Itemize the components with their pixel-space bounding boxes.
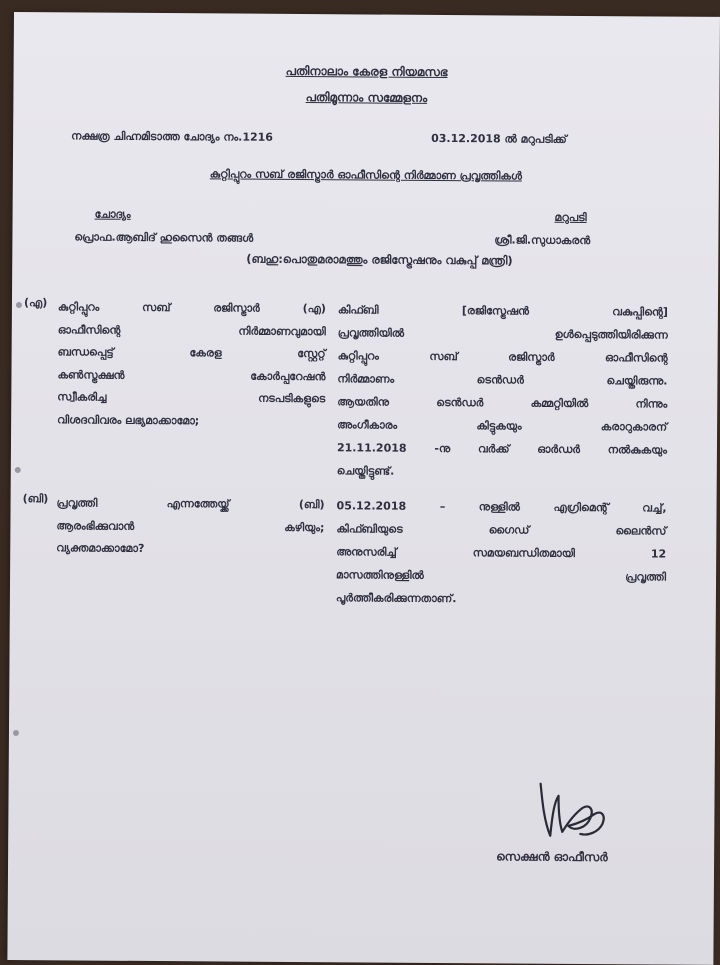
answer-heading: മറുപടി [554, 210, 587, 225]
question-line: ബന്ധപ്പെട്ട് കേരള സ്റ്റേറ്റ് [57, 345, 326, 361]
subject-heading: കുറ്റിപ്പുറം സബ് രജിസ്ട്രാർ ഓഫീസിന്റെ നിർമ്മാണ പ്രവൃത്തികൾ [209, 167, 522, 183]
item-label: (ബി) [22, 492, 49, 506]
item-b-answer [336, 494, 667, 611]
question-heading: ചോദ്യം [94, 207, 131, 221]
question-line: ആരംഭിക്കുവാൻ കഴിയും; [56, 518, 325, 534]
item-b-question [56, 492, 324, 561]
assembly-title: പതിനാലാം കേരള നിയമസഭ [285, 63, 448, 80]
answer-line: കിഫ്ബി [രജിസ്ട്രേഷൻ വകുപ്പിന്റെ] [337, 303, 668, 319]
answer-line: അംഗീകാരം കിട്ടുകയും കരാറുകാരന് [337, 418, 668, 434]
minister-name: ശ്രീ.ജി.സുധാകരൻ [494, 233, 591, 248]
question-number: നക്ഷത്ര ചിഹ്നമിടാത്ത ചോദ്യം നം.1216 [71, 129, 274, 144]
punch-hole [13, 730, 19, 736]
answer-line: കുറ്റിപ്പുറം സബ് രജിസ്ട്രാർ ഓഫീസിന്റെ [337, 349, 668, 365]
item-a-answer [337, 298, 668, 484]
item-label: (എ) [23, 296, 48, 310]
punch-hole [15, 467, 21, 473]
answer-line: കിഫ്ബിയുടെ ഗൈഡ് ലൈൻസ് [336, 522, 667, 538]
question-line: വ്യക്തമാക്കാമോ? [56, 541, 145, 555]
answer-line: 05.12.2018 – നുള്ളിൽ എഗ്രിമെന്റ് വച്ച്, [336, 499, 667, 515]
question-line: കൺസ്ട്രക്ഷൻ കോർപ്പറേഷൻ [57, 367, 326, 383]
answer-date: 03.12.2018 ൽ മറുപടിക്ക് [431, 131, 567, 146]
answer-line: 21.11.2018 -നു വർക്ക് ഓർഡർ നൽകുകയും [336, 441, 668, 457]
answer-line: ചെയ്തിട്ടുണ്ട്. [336, 464, 395, 478]
answer-line: നിർമ്മാണം ടെൻഡർ ചെയ്തിരുന്നു. [337, 372, 668, 388]
answer-line: പ്രവൃത്തിയിൽ ഉൾപ്പെടുത്തിയിരിക്കുന്ന [337, 326, 668, 342]
question-line: ഓഫീസിന്റെ നിർമ്മാണവുമായി [57, 322, 326, 338]
question-line: പ്രവൃത്തി എന്നത്തേയ്ക്ക് (ബി) [56, 496, 325, 512]
signatory-title: സെക്ഷൻ ഓഫീസർ [496, 849, 608, 865]
signature [528, 774, 619, 855]
item-a-question [57, 296, 326, 433]
answer-line: പൂർത്തീകരിക്കുന്നതാണ്. [335, 591, 457, 606]
answer-line: മാസത്തിനുള്ളിൽ പ്രവൃത്തി [336, 568, 667, 584]
question-line: സ്വീകരിച്ച നടപടികളുടെ [57, 390, 326, 406]
answer-line: ആയതിനു ടെൻഡർ കമ്മറ്റിയിൽ നിന്നും [337, 395, 668, 411]
session-title: പതിമൂന്നാം സമ്മേളനം [305, 90, 428, 105]
document-page [7, 12, 720, 965]
answer-line: അനുസരിച്ച് സമയബന്ധിതമായി 12 [336, 545, 667, 561]
punch-hole [16, 302, 22, 308]
question-line: വിശദവിവരം ലഭ്യമാക്കാമോ; [57, 412, 200, 427]
questioner-name: പ്രൊഫ.ആബിദ് ഹുസൈൻ തങ്ങൾ [74, 230, 254, 245]
question-line: കുറ്റിപ്പുറം സബ് രജിസ്ട്രാർ (എ) [57, 300, 326, 316]
minister-portfolio: (ബഹു:പൊതുമരാമത്തും രജിസ്ട്രേഷനും വകുപ്പ് മന്ത്രി) [246, 251, 513, 268]
